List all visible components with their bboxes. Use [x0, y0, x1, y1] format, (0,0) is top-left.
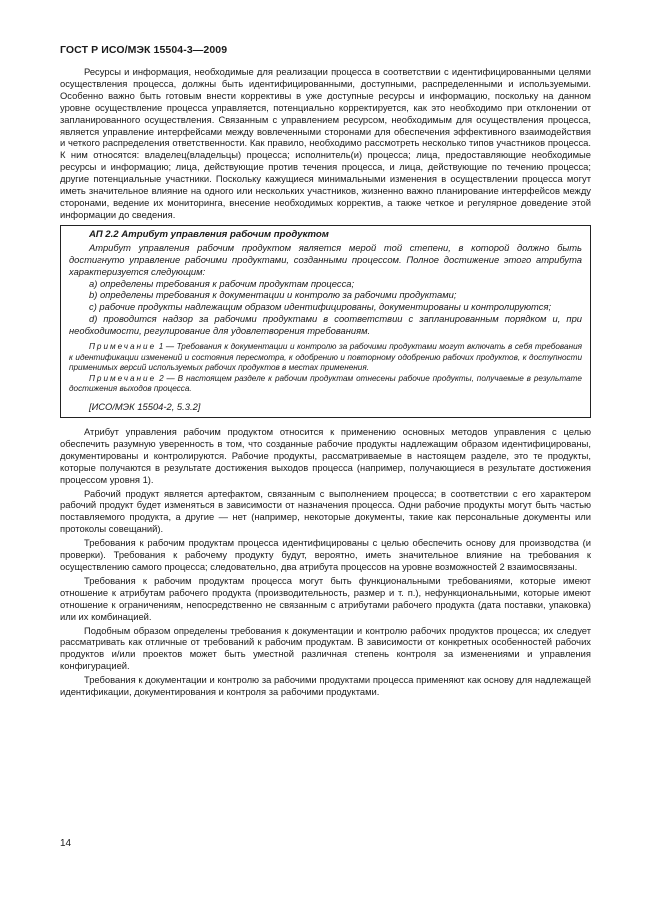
note-1-text: 1 — Требования к документации и контролю за рабочими продуктами могут включать в себя требования к идентификации изменений и состояния пересмотра, к одобрению и повторному одобрению рабочих продуктов, к доступности применимых версий используемых рабочих продуктов в местах применения.: [69, 342, 582, 373]
intro-paragraph: Ресурсы и информация, необходимые для реализации процесса в соответствии с идентифицированными целями осуществления процесса, должны быть идентифицированными, доступными, распределенными и используемыми. Особенно важно быть готовым внести коррективы в уже доступные ресурсы и информацию, поскольку на данном уровне осуществление процесса управляется, потенциально корректируется, как это необходимо при отклонении от запланированного осуществления. Связанным с управлением ресурсом, необходимым для осуществления процесса, является управление интерфейсами между вовлеченными сторонами для обеспечения эффективного взаимодействия и четкого распределения ответственности. Как правило, необходимо рассмотреть несколько типов участников процесса. К ним относятся: владелец(владельцы) процесса; исполнитель(и) процесса; лица, предоставляющие необходимые ресурсы и информацию; лица, действующие против течения процесса, и лица, действующие по течению процесса; другие потенциальные участники. Поскольку кажущиеся минимальными изменения в осуществлении процесса могут иметь значительное влияние на одного или нескольких участников, жизненно важно планирование интерфейсов между сторонами, ведение их мониторинга, внесение необходимых корректив, а также четкое и регулярное доведение этой информации до сведения.: [60, 66, 591, 220]
attribute-item-c: c) рабочие продукты надлежащим образом идентифицированы, документированы и контролируются;: [89, 301, 552, 313]
page-content: [60, 66, 591, 700]
note-2-label: Примечание: [89, 373, 157, 383]
note-1-label: Примечание: [89, 342, 157, 352]
body-paragraph: Атрибут управления рабочим продуктом относится к применению основных методов управления с целью обеспечить разумную уверенность в том, что созданные рабочие продукты надлежащим образом идентифицированы, документированы и контролируются. Рабочие продукты, рассматриваемые в настоящем разделе, это те продукты, которые получаются в результате достижения выходов процесса (например, получающиеся в результате достижения процессом уровня 1).: [60, 426, 591, 485]
attribute-title: АП 2.2 Атрибут управления рабочим продуктом: [89, 228, 329, 240]
body-paragraph: Рабочий продукт является артефактом, связанным с выполнением процесса; в соответствии с его характером рабочий продукт будет изменяться в зависимости от назначения процесса. Одни рабочие продукты могут быть частью поставляемого продукта, а другие — нет (например, некоторые документы, такие как персональные документы или протоколы совещаний).: [60, 487, 591, 535]
attribute-definition: Атрибут управления рабочим продуктом является мерой той степени, в которой должно быть достигнуто управление рабочими продуктами, созданными процессом. Полное достижение этого атрибута характеризуется следующим:: [69, 241, 582, 277]
attribute-item-b: b) определены требования к документации и контролю за рабочими продуктами;: [89, 289, 457, 301]
body-paragraph: Требования к документации и контролю за рабочими продуктами процесса применяют как основу для надлежащей идентификации, документирования и контроля за рабочими продуктами.: [60, 674, 591, 698]
page-header: ГОСТ Р ИСО/МЭК 15504-3—2009: [60, 44, 228, 56]
body-paragraph: Подобным образом определены требования к документации и контролю рабочих продуктов процесса; их следует рассматривать как отличные от требований к рабочим продуктам. В зависимости от конкретных особенностей рабочих продуктов и/или проектов может быть уместной различная степень контроля за изменениями и управления конфигурацией.: [60, 624, 591, 672]
page-number: 14: [60, 838, 72, 849]
body-paragraph: Требования к рабочим продуктам процесса могут быть функциональными требованиями, которые имеют отношение к атрибутам рабочего продукта (производительность, размер и т. п.), нефункциональными, которые имеют отношение к ограничениям, непосредственно не связанным с атрибутами рабочего продукта (дата поставки, упаковка) или их комбинацией.: [60, 574, 591, 622]
body-paragraph: Требования к рабочим продуктам процесса идентифицированы с целью обеспечить основу для производства (и проверки). Требования к рабочему продукту будут, вероятно, иметь значительное влияние на требования к осуществлению самого процесса; следовательно, два атрибута процессов на уровне возможностей 2 взаимосвязаны.: [60, 537, 591, 572]
note-2-text: 2 — В настоящем разделе к рабочим продуктам отнесены рабочие продукты, получаемые в результате достижения выходов процесса.: [69, 373, 582, 394]
note-1: [69, 342, 582, 374]
attribute-reference: [ИСО/МЭК 15504-2, 5.3.2]: [89, 401, 201, 412]
attribute-box: [60, 225, 591, 418]
note-2: [69, 374, 582, 395]
attribute-item-d: d) проводится надзор за рабочими продуктами в соответствии с запланированным порядком и, при необходимости, регулирование для удовлетворения требованиям.: [69, 313, 582, 337]
attribute-item-a: a) определены требования к рабочим продуктам процесса;: [89, 277, 355, 289]
